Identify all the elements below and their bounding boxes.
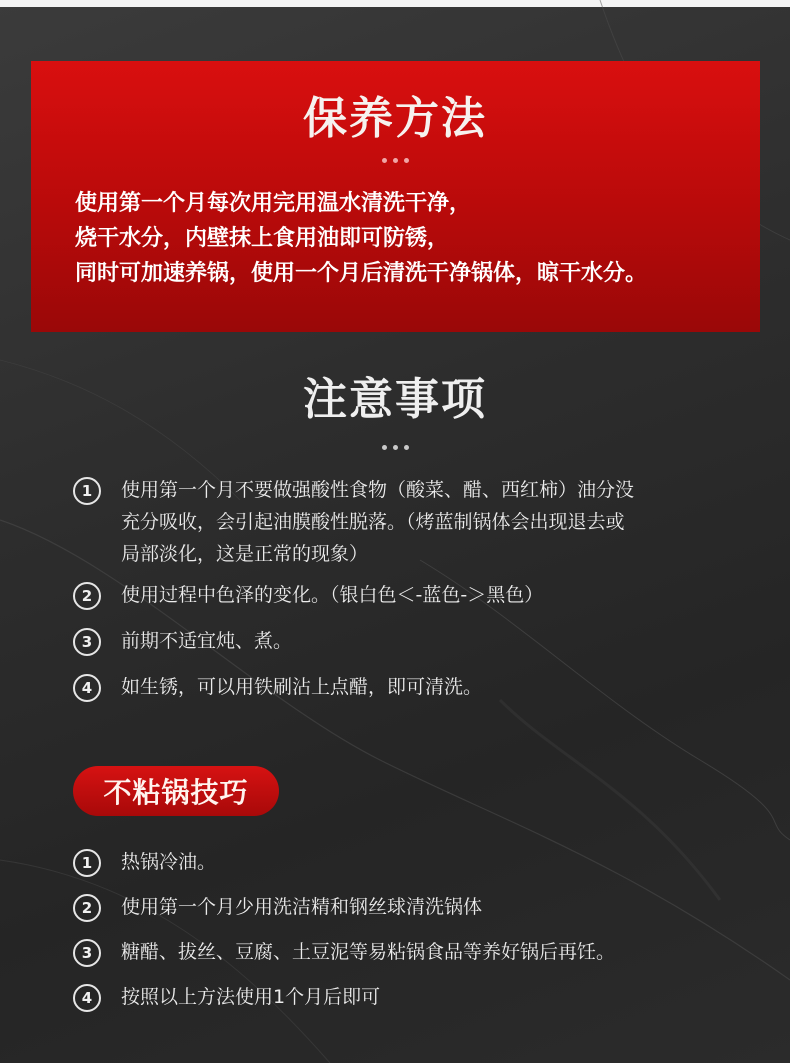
list-item bbox=[73, 625, 733, 657]
care-title: 保养方法 bbox=[303, 93, 487, 144]
number-badge: 1 bbox=[73, 849, 101, 877]
number-badge: 4 bbox=[73, 674, 101, 702]
care-line: 烧干水分，内壁抹上食用油即可防锈， bbox=[75, 226, 450, 251]
number-badge: 3 bbox=[73, 628, 101, 656]
list-item-line: 如生锈，可以用铁刷沾上点醋，即可清洗。 bbox=[121, 676, 483, 698]
list-item-text: 糖醋、拔丝、豆腐、土豆泥等易粘锅食品等养好锅后再饪。 bbox=[121, 941, 616, 963]
number-badge: 2 bbox=[73, 894, 101, 922]
list-item-line: 充分吸收，会引起油膜酸性脱落。（烤蓝制锅体会出现退去或 bbox=[121, 511, 625, 533]
list-item bbox=[73, 846, 733, 878]
tips-title-badge bbox=[73, 766, 279, 816]
top-strip bbox=[0, 0, 790, 7]
list-item-text bbox=[121, 671, 721, 703]
number-badge: 1 bbox=[73, 477, 101, 505]
list-item-text: 热锅冷油。 bbox=[121, 851, 217, 873]
list-item bbox=[73, 671, 733, 703]
care-paragraph bbox=[75, 186, 755, 291]
care-line: 使用第一个月每次用完用温水清洗干净， bbox=[75, 191, 472, 216]
care-line: 同时可加速养锅，使用一个月后清洗干净锅体，晾干水分。 bbox=[75, 261, 648, 286]
list-item-text bbox=[121, 474, 721, 570]
notes-title-dots bbox=[0, 445, 790, 453]
list-item-text bbox=[121, 579, 721, 611]
number-badge: 4 bbox=[73, 984, 101, 1012]
list-item-text: 使用第一个月少用洗洁精和钢丝球清洗锅体 bbox=[121, 896, 483, 918]
list-item-line: 使用过程中色泽的变化。（银白色＜-蓝色-＞黑色） bbox=[121, 584, 544, 606]
notes-title: 注意事项 bbox=[303, 374, 487, 425]
number-badge: 3 bbox=[73, 939, 101, 967]
list-item bbox=[73, 579, 733, 611]
list-item-line: 局部淡化，这是正常的现象） bbox=[121, 543, 369, 565]
tips-title: 不粘锅技巧 bbox=[103, 776, 249, 809]
list-item bbox=[73, 891, 733, 923]
list-item bbox=[73, 936, 733, 968]
list-item-text: 按照以上方法使用1个月后即可 bbox=[121, 986, 381, 1008]
tips-list bbox=[73, 846, 733, 1013]
care-title-dots bbox=[0, 158, 790, 166]
list-item bbox=[73, 474, 733, 570]
list-item-line: 使用第一个月不要做强酸性食物（酸菜、醋、西红柿）油分没 bbox=[121, 479, 635, 501]
number-badge: 2 bbox=[73, 582, 101, 610]
list-item-text bbox=[121, 625, 721, 657]
list-item-line: 前期不适宜炖、煮。 bbox=[121, 630, 293, 652]
notes-list bbox=[73, 474, 733, 703]
list-item bbox=[73, 981, 733, 1013]
